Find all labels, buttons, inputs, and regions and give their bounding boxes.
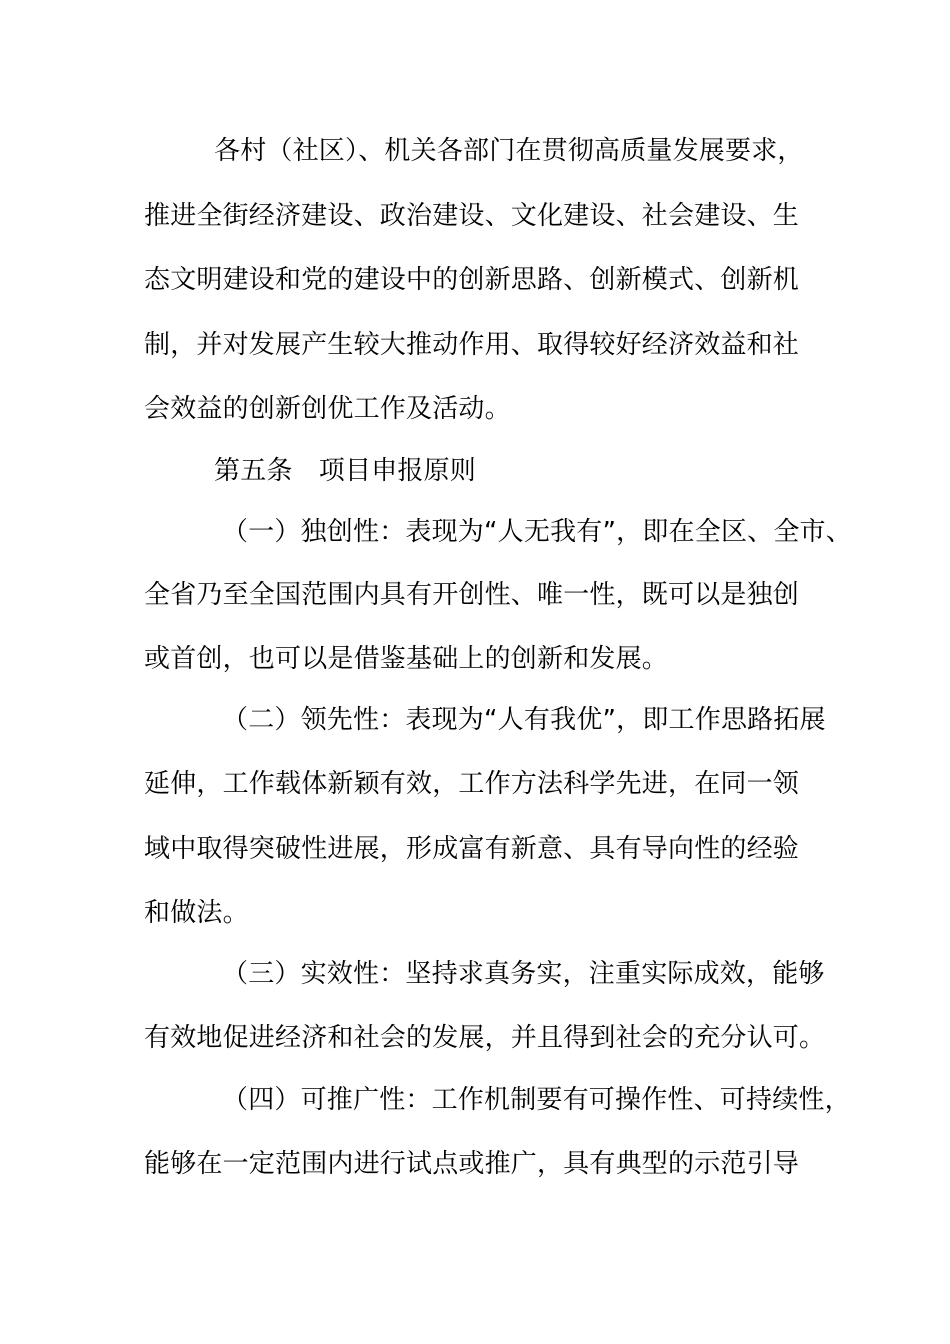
paragraph-line: 全省乃至全国范围内具有开创性、唯一性，既可以是独创 xyxy=(144,580,800,610)
paragraph-line: 或首创，也可以是借鉴基础上的创新和发展。 xyxy=(144,644,669,674)
paragraph-line: （二）领先性：表现为“人有我优”，即工作思路拓展 xyxy=(222,705,826,735)
paragraph-line: 有效地促进经济和社会的发展，并且得到社会的充分认可。 xyxy=(144,1023,826,1053)
paragraph-line: 延伸，工作载体新颖有效，工作方法科学先进，在同一领 xyxy=(144,769,800,799)
paragraph-line: 域中取得突破性进展，形成富有新意、具有导向性的经验 xyxy=(144,834,800,864)
paragraph-line: 制，并对发展产生较大推动作用、取得较好经济效益和社 xyxy=(144,330,800,360)
paragraph-line: 态文明建设和党的建设中的创新思路、创新模式、创新机 xyxy=(144,265,800,295)
paragraph-line: （一）独创性：表现为“人无我有”，即在全区、全市、 xyxy=(222,517,852,547)
paragraph-line: 会效益的创新创优工作及活动。 xyxy=(144,394,511,424)
paragraph-line: 推进全街经济建设、政治建设、文化建设、社会建设、生 xyxy=(144,201,800,231)
paragraph-line: 和做法。 xyxy=(144,898,249,928)
section-heading: 第五条 项目申报原则 xyxy=(214,456,477,486)
paragraph-line: 各村（社区）、机关各部门在贯彻高质量发展要求， xyxy=(214,136,804,166)
paragraph-line: （三）实效性：坚持求真务实，注重实际成效，能够 xyxy=(222,959,825,989)
paragraph-line: （四）可推广性：工作机制要有可操作性、可持续性， xyxy=(222,1085,851,1115)
paragraph-line: 能够在一定范围内进行试点或推广，具有典型的示范引导 xyxy=(144,1149,800,1179)
